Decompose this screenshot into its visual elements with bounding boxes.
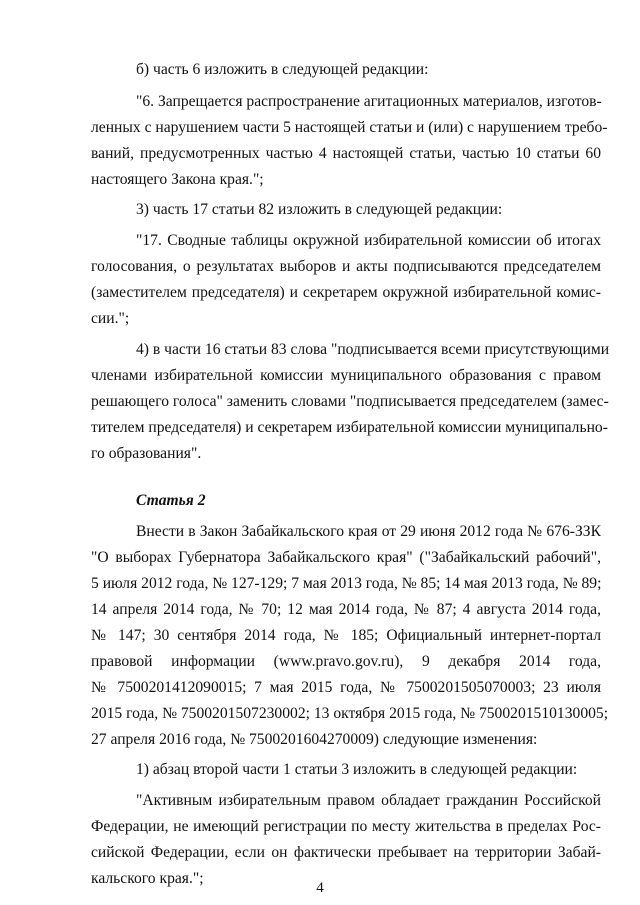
text-line: б) часть 6 изложить в следующей редакции:: [136, 61, 429, 78]
text-line: № 147; 30 сентября 2014 года, № 185; Официальный интернет-портал: [91, 627, 601, 644]
text-line: "Активным избирательным правом обладает гражданин Российской: [136, 792, 601, 809]
text-line: тителем председателя) и секретарем избирательной комиссии муниципально-: [91, 419, 608, 436]
text-line: 27 апреля 2016 года, № 7500201604270009) следующие изменения:: [91, 731, 538, 748]
text-line: (заместителем председателя) и секретарем окружной избирательной комис-: [91, 284, 601, 301]
text-line: правовой информации (www.pravo.gov.ru), 9 декабря 2014 года,: [91, 653, 601, 670]
text-line: сийской Федерации, если он фактически пребывает на территории Забай-: [91, 844, 601, 861]
text-line: сии.";: [91, 310, 130, 327]
text-line: "6. Запрещается распространение агитационных материалов, изготов-: [136, 93, 602, 110]
text-line: ленных с нарушением части 5 настоящей статьи и (или) с нарушением требо-: [91, 119, 608, 136]
text-line: ваний, предусмотренных частью 4 настоящей статьи, частью 10 статьи 60: [91, 145, 601, 162]
text-line: Федерации, не имеющий регистрации по месту жительства в пределах Рос-: [91, 818, 601, 835]
text-line: Внести в Закон Забайкальского края от 29 июня 2012 года № 676-ЗЗК: [136, 523, 601, 540]
text-line: 14 апреля 2014 года, № 70; 12 мая 2014 года, № 87; 4 августа 2014 года,: [91, 601, 601, 618]
page-number: 4: [316, 880, 324, 896]
text-line: 2015 года, № 7500201507230002; 13 октября 2015 года, № 7500201510130005;: [91, 705, 609, 722]
text-line: кальского края.";: [91, 870, 204, 887]
text-line: "О выборах Губернатора Забайкальского края" ("Забайкальский рабочий",: [91, 549, 601, 566]
text-line: решающего голоса" заменить словами "подписывается председателем (замес-: [91, 393, 609, 410]
text-line: "17. Сводные таблицы окружной избирательной комиссии об итогах: [136, 232, 601, 249]
text-line: членами избирательной комиссии муниципального образования с правом: [91, 367, 601, 384]
text-line: № 7500201412090015; 7 мая 2015 года, № 7500201505070003; 23 июля: [91, 679, 601, 696]
text-line: 1) абзац второй части 1 статьи 3 изложить в следующей редакции:: [136, 761, 578, 778]
text-line: 5 июля 2012 года, № 127-129; 7 мая 2013 года, № 85; 14 мая 2013 года, № 89;: [91, 575, 602, 592]
article-heading: Статья 2: [136, 492, 206, 509]
text-line: 3) часть 17 статьи 82 изложить в следующей редакции:: [136, 201, 503, 218]
text-line: го образования".: [91, 445, 202, 462]
text-line: голосования, о результатах выборов и акты подписываются председателем: [91, 258, 601, 275]
text-line: 4) в части 16 статьи 83 слова "подписывается всеми присутствующими: [136, 341, 610, 358]
text-line: настоящего Закона края.";: [91, 171, 264, 188]
